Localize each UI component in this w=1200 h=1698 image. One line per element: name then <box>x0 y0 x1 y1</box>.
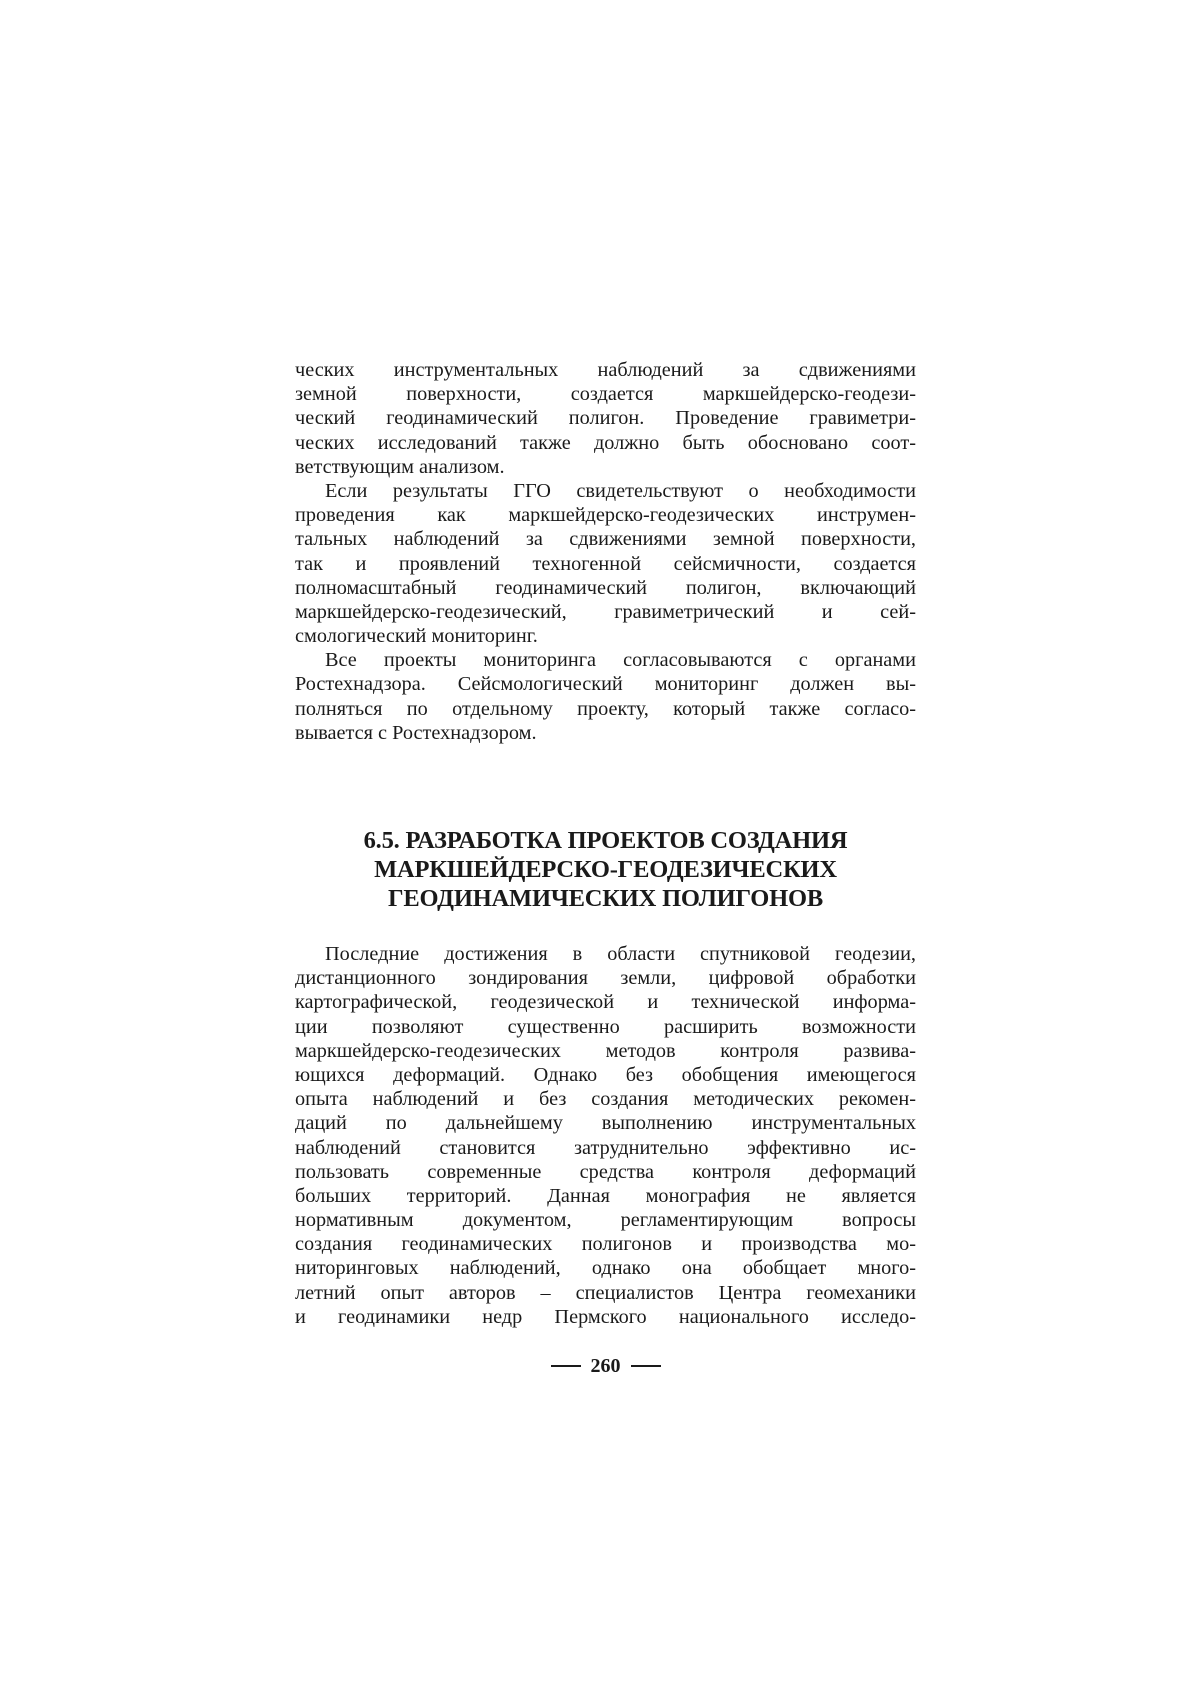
text-line: ющихся деформаций. Однако без обобщения имеющегося <box>295 1063 916 1087</box>
heading-line: МАРКШЕЙДЕРСКО-ГЕОДЕЗИЧЕСКИХ <box>295 855 916 884</box>
paragraph-projects-approval <box>295 648 916 745</box>
text-line: Все проекты мониторинга согласовываются с органами <box>295 648 916 672</box>
text-line: полномасштабный геодинамический полигон, включающий <box>295 576 916 600</box>
text-line: Последние достижения в области спутниковой геодезии, <box>295 942 916 966</box>
text-line: ческий геодинамический полигон. Проведение гравиметри- <box>295 406 916 430</box>
page-footer <box>295 1354 916 1378</box>
body-text-top <box>295 358 916 745</box>
text-line: земной поверхности, создается маркшейдерско-геодези- <box>295 382 916 406</box>
footer-dash-left <box>551 1365 581 1367</box>
text-line: ческих исследований также должно быть обосновано соот- <box>295 431 916 455</box>
footer-dash-right <box>631 1365 661 1367</box>
text-line: маркшейдерско-геодезических методов контроля развива- <box>295 1039 916 1063</box>
text-line: нормативным документом, регламентирующим вопросы <box>295 1208 916 1232</box>
text-line: Ростехнадзора. Сейсмологический мониторинг должен вы- <box>295 672 916 696</box>
text-line: ветствующим анализом. <box>295 455 916 479</box>
paragraph-gto-results <box>295 479 916 648</box>
text-line: летний опыт авторов – специалистов Центра геомеханики <box>295 1281 916 1305</box>
text-line: полняться по отдельному проекту, который также согласо- <box>295 697 916 721</box>
text-line: больших территорий. Данная монография не является <box>295 1184 916 1208</box>
body-text-bottom <box>295 942 916 1329</box>
text-line: и геодинамики недр Пермского национального исследо- <box>295 1305 916 1329</box>
section-heading <box>295 826 916 913</box>
paragraph-recent-achievements <box>295 942 916 1329</box>
text-line: так и проявлений техногенной сейсмичности, создается <box>295 552 916 576</box>
text-line: ции позволяют существенно расширить возможности <box>295 1015 916 1039</box>
text-line: создания геодинамических полигонов и производства мо- <box>295 1232 916 1256</box>
page-number: 260 <box>591 1355 621 1377</box>
paragraph-continuation <box>295 358 916 479</box>
text-line: тальных наблюдений за сдвижениями земной поверхности, <box>295 527 916 551</box>
text-line: смологический мониторинг. <box>295 624 916 648</box>
text-line: Если результаты ГГО свидетельствуют о необходимости <box>295 479 916 503</box>
heading-line: ГЕОДИНАМИЧЕСКИХ ПОЛИГОНОВ <box>295 884 916 913</box>
text-line: вывается с Ростехнадзором. <box>295 721 916 745</box>
text-line: ниторинговых наблюдений, однако она обобщает много- <box>295 1256 916 1280</box>
text-line: даций по дальнейшему выполнению инструментальных <box>295 1111 916 1135</box>
text-line: опыта наблюдений и без создания методических рекомен- <box>295 1087 916 1111</box>
text-line: картографической, геодезической и технической информа- <box>295 990 916 1014</box>
text-line: пользовать современные средства контроля деформаций <box>295 1160 916 1184</box>
text-line: ческих инструментальных наблюдений за сдвижениями <box>295 358 916 382</box>
text-line: маркшейдерско-геодезический, гравиметрический и сей- <box>295 600 916 624</box>
text-line: проведения как маркшейдерско-геодезических инструмен- <box>295 503 916 527</box>
heading-line: 6.5. РАЗРАБОТКА ПРОЕКТОВ СОЗДАНИЯ <box>295 826 916 855</box>
text-line: наблюдений становится затруднительно эффективно ис- <box>295 1136 916 1160</box>
text-line: дистанционного зондирования земли, цифровой обработки <box>295 966 916 990</box>
